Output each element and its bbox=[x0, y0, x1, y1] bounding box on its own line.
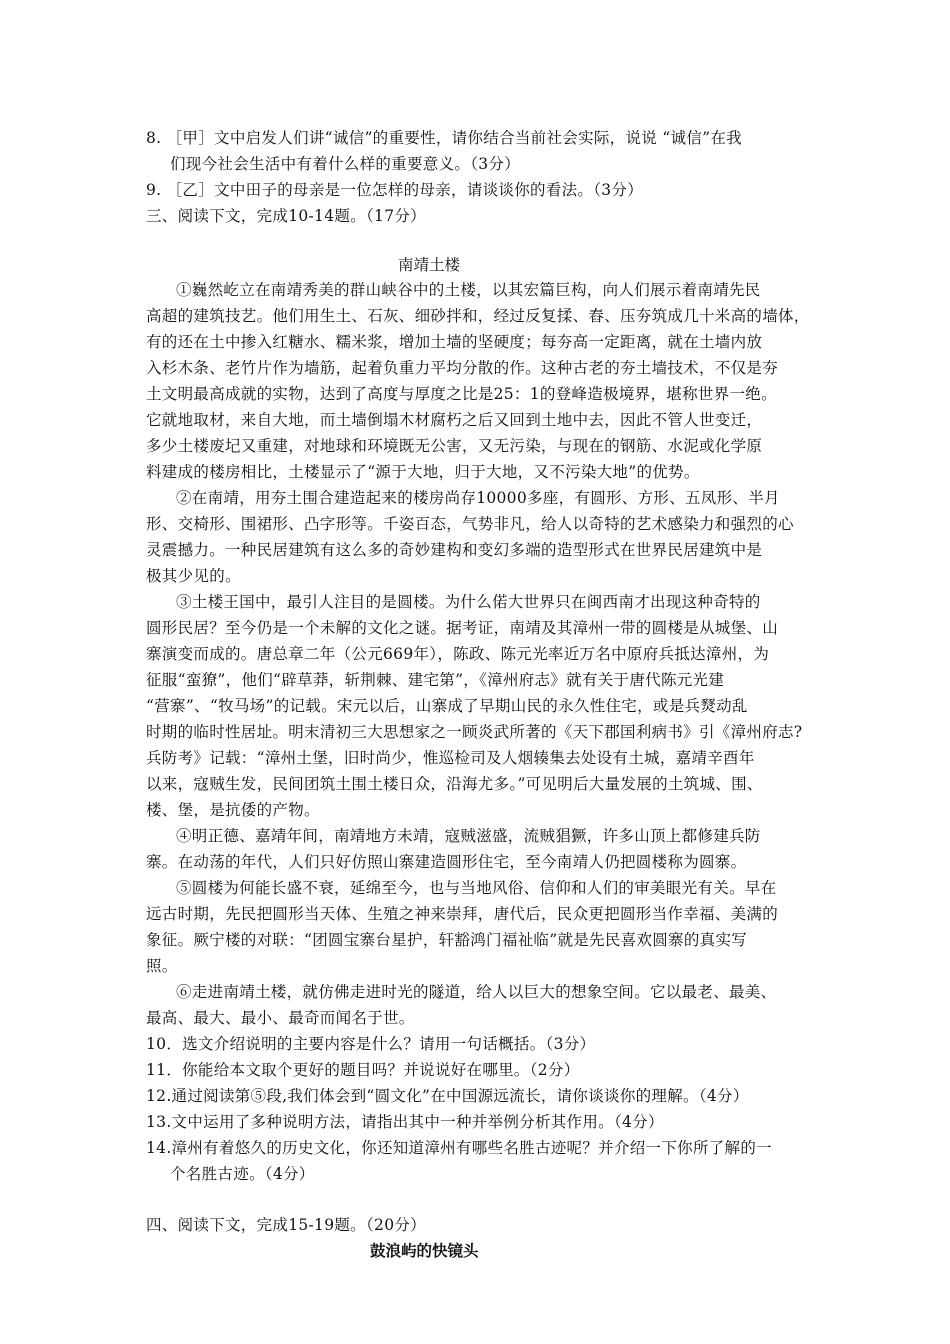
paragraph-3-line: “营寨”、“牧马场”的记载。宋元以后，山寨成了早期山民的永久性住宅，或是兵燹动乱 bbox=[146, 697, 748, 715]
question-14-line-1: 14.漳州有着悠久的历史文化，你还知道漳州有哪些名胜古迹呢？并介绍一下你所了解的一 bbox=[146, 1139, 772, 1157]
question-11: 11．你能给本文取个更好的题目吗？并说说好在哪里。（2分） bbox=[146, 1061, 580, 1079]
paragraph-1-line: ①巍然屹立在南靖秀美的群山峡谷中的土楼，以其宏篇巨构，向人们展示着南靖先民 bbox=[176, 281, 761, 299]
paragraph-1-line: 料建成的楼房相比，土楼显示了“源于大地，归于大地，又不污染大地”的优势。 bbox=[146, 463, 700, 481]
section-3-heading: 三、阅读下文，完成10-14题。（17分） bbox=[146, 207, 426, 225]
question-9: 9. ［乙］文中田子的母亲是一位怎样的母亲，请谈谈你的看法。（3分） bbox=[146, 181, 644, 199]
paragraph-5-line: 象征。厥宁楼的对联：“团圆宝寨台星护，轩豁鸿门福祉临”就是先民喜欢圆寨的真实写 bbox=[146, 931, 748, 949]
article-2-title: 鼓浪屿的快镜头 bbox=[370, 1242, 479, 1260]
paragraph-3-line: 兵防考》记载：“漳州土堡，旧时尚少，惟巡检司及人烟辏集去处设有土城，嘉靖辛酉年 bbox=[146, 749, 755, 767]
paragraph-5-line: ⑤圆楼为何能长盛不衰，延绵至今，也与当地风俗、信仰和人们的审美眼光有关。早在 bbox=[176, 879, 777, 897]
section-4-heading: 四、阅读下文，完成15-19题。（20分） bbox=[146, 1216, 426, 1234]
paragraph-2-line: 极其少见的。 bbox=[146, 567, 241, 585]
paragraph-2-line: 形、交椅形、围裙形、凸字形等。千姿百态，气势非凡，给人以奇特的艺术感染力和强烈的心 bbox=[146, 515, 794, 533]
paragraph-6-line: 最高、最大、最小、最奇而闻名于世。 bbox=[146, 1009, 415, 1027]
question-10: 10．选文介绍说明的主要内容是什么？请用一句话概括。（3分） bbox=[146, 1035, 596, 1053]
question-8-line-1: 8. ［甲］文中启发人们讲“诚信”的重要性，请你结合当前社会实际，说说 “诚信”在我 bbox=[146, 129, 742, 147]
paragraph-4-line: ④明正德、嘉靖年间，南靖地方未靖，寇贼滋盛，流贼猖獗，许多山顶上都修建兵防 bbox=[176, 827, 761, 845]
paragraph-1-line: 入杉木条、老竹片作为墙筋，起着负重力平均分散的作。这种古老的夯土墙技术，不仅是夯 bbox=[146, 359, 779, 377]
paragraph-1-line: 土文明最高成就的实物，达到了高度与厚度之比是25：1的登峰造极境界，堪称世界一绝。 bbox=[146, 385, 777, 403]
paragraph-3-line: 征服“蛮獠”，他们“辟草莽，斩荆棘、建宅第”，《漳州府志》就有关于唐代陈元光建 bbox=[146, 671, 725, 689]
question-14-line-2: 个名胜古迹。（4分） bbox=[170, 1165, 315, 1183]
question-13: 13.文中运用了多种说明方法，请指出其中一种并举例分析其作用。（4分） bbox=[146, 1113, 664, 1131]
paragraph-6-line: ⑥走进南靖土楼，就仿佛走进时光的隧道，给人以巨大的想象空间。它以最老、最美、 bbox=[176, 983, 777, 1001]
paragraph-4-line: 寨。在动荡的年代，人们只好仿照山寨建造圆形住宅，至今南靖人仍把圆楼称为圆寨。 bbox=[146, 853, 747, 871]
paragraph-3-line: ③土楼王国中，最引人注目的是圆楼。为什么偌大世界只在闽西南才出现这种奇特的 bbox=[176, 593, 761, 611]
paragraph-1-line: 高超的建筑技艺。他们用生土、石灰、细砂拌和，经过反复揉、舂、压夯筑成几十米高的墙体， bbox=[146, 307, 810, 325]
question-8-line-2: 们现今社会生活中有着什么样的重要意义。（3分） bbox=[170, 155, 521, 173]
paragraph-2-line: 灵震撼力。一种民居建筑有这么多的奇妙建构和变幻多端的造型形式在世界民居建筑中是 bbox=[146, 541, 763, 559]
paragraph-5-line: 照。 bbox=[146, 957, 178, 975]
paragraph-1-line: 有的还在土中掺入红糖水、糯米浆，增加土墙的坚硬度；每夯高一定距离，就在土墙内放 bbox=[146, 333, 763, 351]
paragraph-1-line: 多少土楼废圮又重建，对地球和环境既无公害，又无污染，与现在的钢筋、水泥或化学原 bbox=[146, 437, 763, 455]
paragraph-3-line: 楼、堡，是抗倭的产物。 bbox=[146, 801, 320, 819]
article-title: 南靖土楼 bbox=[398, 256, 461, 274]
question-12: 12.通过阅读第⑤段,我们体会到“圆文化”在中国源远流长，请你谈谈你的理解。（4分） bbox=[146, 1087, 749, 1105]
paragraph-3-line: 圆形民居？至今仍是一个未解的文化之谜。据考证，南靖及其漳州一带的圆楼是从城堡、山 bbox=[146, 619, 779, 637]
paragraph-1-line: 它就地取材，来自大地，而土墙倒塌木材腐朽之后又回到土地中去，因此不管人世变迁， bbox=[146, 411, 763, 429]
paragraph-5-line: 远古时期，先民把圆形当天体、生殖之神来崇拜，唐代后，民众更把圆形当作幸福、美满的 bbox=[146, 905, 779, 923]
paragraph-3-line: 以来，寇贼生发，民间团筑土围土楼日众，沿海尤多。”可见明后大量发展的土筑城、围、 bbox=[146, 775, 763, 793]
paragraph-2-line: ②在南靖，用夯土围合建造起来的楼房尚存10000多座，有圆形、方形、五凤形、半月 bbox=[176, 489, 780, 507]
paragraph-3-line: 寨演变而成的。唐总章二年（公元669年），陈政、陈元光率近万名中原府兵抵达漳州，为 bbox=[146, 645, 770, 663]
paragraph-3-line: 时期的临时性居址。明末清初三大思想家之一顾炎武所著的《天下郡国利病书》引《漳州府志? bbox=[146, 723, 803, 741]
